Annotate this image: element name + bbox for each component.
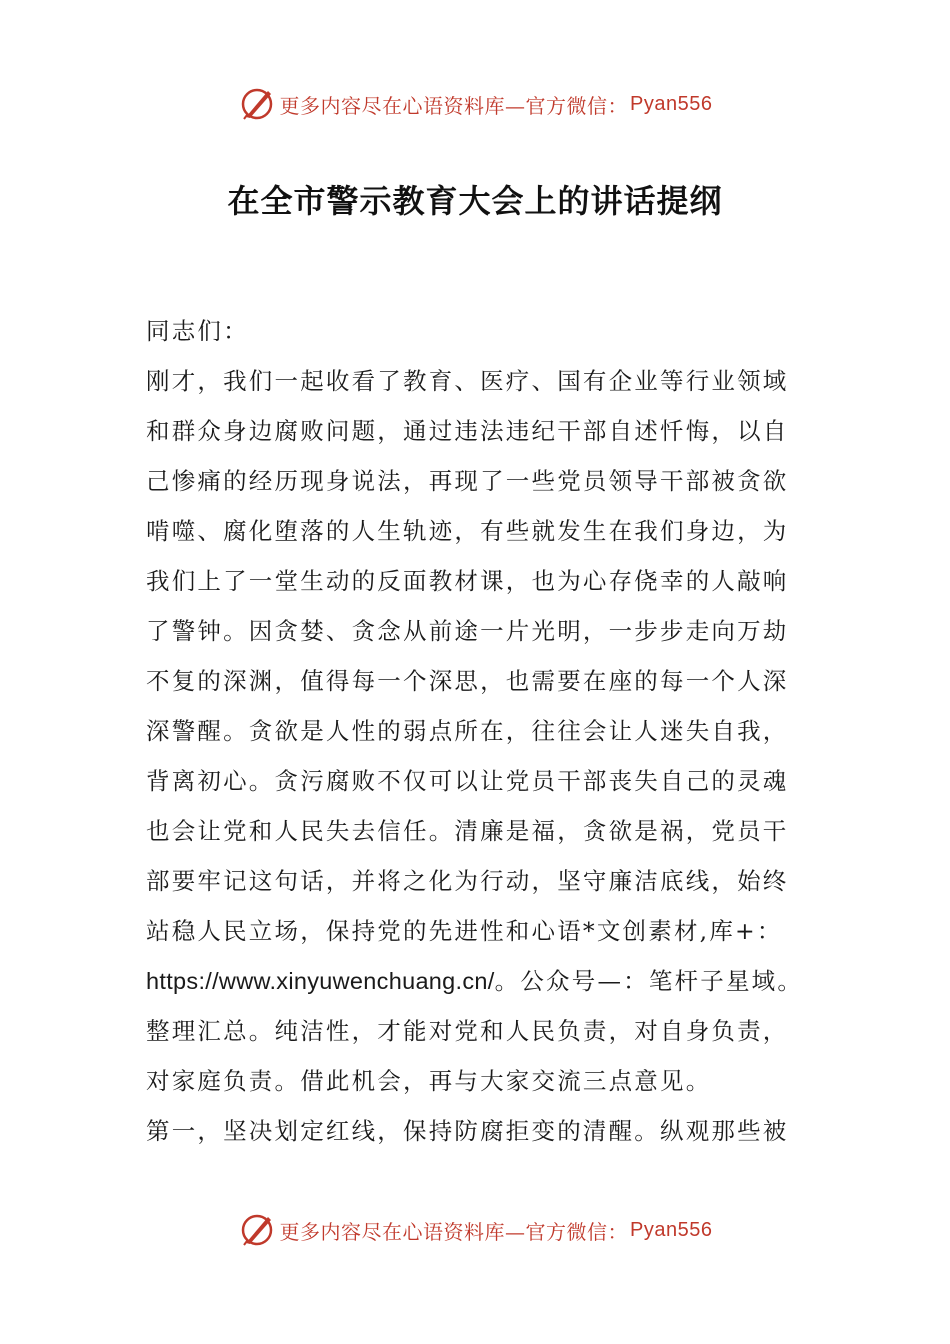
footer-banner xyxy=(0,1210,950,1250)
header-banner xyxy=(0,84,950,124)
body-line: 刚才，我们一起收看了教育、医疗、国有企业等行业领域 xyxy=(146,367,789,395)
body-line: 己惨痛的经历现身说法，再现了一些党员领导干部被贪欲 xyxy=(146,467,789,495)
body-line: 部要牢记这句话，并将之化为行动，坚守廉洁底线，始终 xyxy=(146,867,789,895)
document-title: 在全市警示教育大会上的讲话提纲 xyxy=(227,182,723,220)
header-wechat-id: Pyan556 xyxy=(630,92,713,115)
body-line: 不复的深渊，值得每一个深思，也需要在座的每一个人深 xyxy=(146,667,789,695)
footer-wechat-id: Pyan556 xyxy=(630,1218,713,1241)
body-line: 和群众身边腐败问题，通过违法违纪干部自述忏悔，以自 xyxy=(146,417,789,445)
body-line: 对家庭负责。借此机会，再与大家交流三点意见。 xyxy=(146,1067,712,1095)
url-line-rest: 。公众号—：笔杆子星域。 xyxy=(494,967,804,995)
quill-pen-logo-icon xyxy=(238,1211,276,1249)
body-line: 站稳人民立场，保持党的先进性和心语*文创素材,库+： xyxy=(146,917,783,945)
body-line: 背离初心。贪污腐败不仅可以让党员干部丧失自己的灵魂 xyxy=(146,767,789,795)
quill-pen-logo-icon xyxy=(238,85,276,123)
body-line: 整理汇总。纯洁性，才能对党和人民负责，对自身负责， xyxy=(146,1017,789,1045)
document-body xyxy=(146,306,806,1156)
website-link[interactable]: https://www.xinyuwenchuang.cn/ xyxy=(146,968,495,994)
body-line: 也会让党和人民失去信任。清廉是福，贪欲是祸，党员干 xyxy=(146,817,789,845)
body-line: 了警钟。因贪婪、贪念从前途一片光明，一步步走向万劫 xyxy=(146,617,789,645)
header-banner-text: 更多内容尽在心语资料库—官方微信： xyxy=(279,93,629,118)
footer-banner-text: 更多内容尽在心语资料库—官方微信： xyxy=(279,1219,629,1244)
body-line: 同志们： xyxy=(146,317,249,345)
body-line: 第一，坚决划定红线，保持防腐拒变的清醒。纵观那些被 xyxy=(146,1117,789,1145)
body-line-url xyxy=(146,956,806,1006)
body-line: 我们上了一堂生动的反面教材课，也为心存侥幸的人敲响 xyxy=(146,567,789,595)
body-line: 啃噬、腐化堕落的人生轨迹，有些就发生在我们身边，为 xyxy=(146,517,789,545)
body-line: 深警醒。贪欲是人性的弱点所在，往往会让人迷失自我， xyxy=(146,717,789,745)
